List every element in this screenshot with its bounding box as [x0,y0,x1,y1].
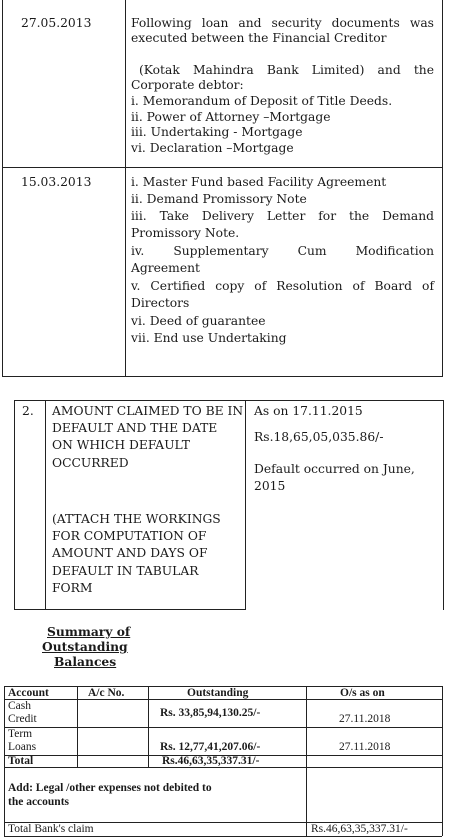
claim-label-5: (ATTACH THE WORKINGS [52,512,221,526]
default-date-2: 2015 [254,479,286,493]
item-number: 2. [22,404,34,418]
claim-label-2: DEFAULT AND THE DATE [52,421,218,435]
claim-label-9: FORM [52,581,93,595]
header-account: Account [8,687,49,699]
term-loans-account-2: Loans [8,741,37,753]
row1-line-5: i. Memorandum of Deposit of Title Deeds. [131,94,393,108]
claim-as-on: As on 17.11.2015 [254,404,363,418]
row2-date: 15.03.2013 [21,175,92,189]
row1-line-3: (Kotak Mahindra Bank Limited) and the [139,63,434,77]
claim-label-6: FOR COMPUTATION OF [52,529,207,543]
bank-claim-label: Total Bank's claim [8,823,94,835]
cash-credit-account-2: Credit [8,713,37,725]
row2-line-8: Directors [131,296,190,310]
add-expenses-2: the accounts [8,796,70,808]
total-value: Rs.46,63,35,337.31/- [162,755,260,767]
row2-line-6: Agreement [131,261,200,275]
row2-line-7: v. Certified copy of Resolution of Board of [131,279,434,293]
row1-line-6: ii. Power of Attorney –Mortgage [131,110,331,124]
row2-line-10: vii. End use Undertaking [131,331,287,345]
claim-label-8: DEFAULT IN TABULAR [52,564,199,578]
row1-line-4: Corporate debtor: [131,78,244,92]
row1-line-2: executed between the Financial Creditor [131,31,387,45]
summary-title-1: Summary of [47,624,131,639]
row2-line-3: iii. Take Delivery Letter for the Demand [131,209,434,223]
row1-line-7: iii. Undertaking - Mortgage [131,125,303,139]
default-date-1: Default occurred on June, [254,462,415,476]
row2-line-5: iv. Supplementary Cum Modification [131,244,434,258]
header-os-as-on: O/s as on [340,687,385,699]
summary-title-3: Balances [54,654,117,669]
cash-credit-outstanding: Rs. 33,85,94,130.25/- [160,707,261,719]
row2-line-4: Promissory Note. [131,226,240,240]
row2-line-9: vi. Deed of guarantee [131,314,266,328]
header-outstanding: Outstanding [187,687,249,699]
row1-line-1: Following loan and security documents was [131,16,434,30]
claim-label-1: AMOUNT CLAIMED TO BE IN [52,404,244,418]
term-loans-outstanding: Rs. 12,77,41,207.06/- [160,741,261,753]
cash-credit-as-on: 27.11.2018 [339,713,391,725]
term-loans-account-1: Term [8,728,33,740]
row1-line-8: vi. Declaration –Mortgage [131,141,294,155]
row2-line-1: i. Master Fund based Facility Agreement [131,175,387,189]
bank-claim-value: Rs.46,63,35,337.31/- [311,823,408,835]
add-expenses-1: Add: Legal /other expenses not debited to [8,782,212,794]
total-label: Total [8,755,34,767]
claim-label-3: ON WHICH DEFAULT [52,438,190,452]
cash-credit-account-1: Cash [8,700,31,712]
claim-label-7: AMOUNT AND DAYS OF [52,546,208,560]
row2-line-2: ii. Demand Promissory Note [131,192,307,206]
claim-label-4: OCCURRED [52,456,129,470]
claim-amount: Rs.18,65,05,035.86/- [254,430,384,444]
summary-title-2: Outstanding [42,639,128,654]
row1-date: 27.05.2013 [21,16,92,30]
header-ac-no: A/c No. [88,687,125,699]
term-loans-as-on: 27.11.2018 [339,741,391,753]
